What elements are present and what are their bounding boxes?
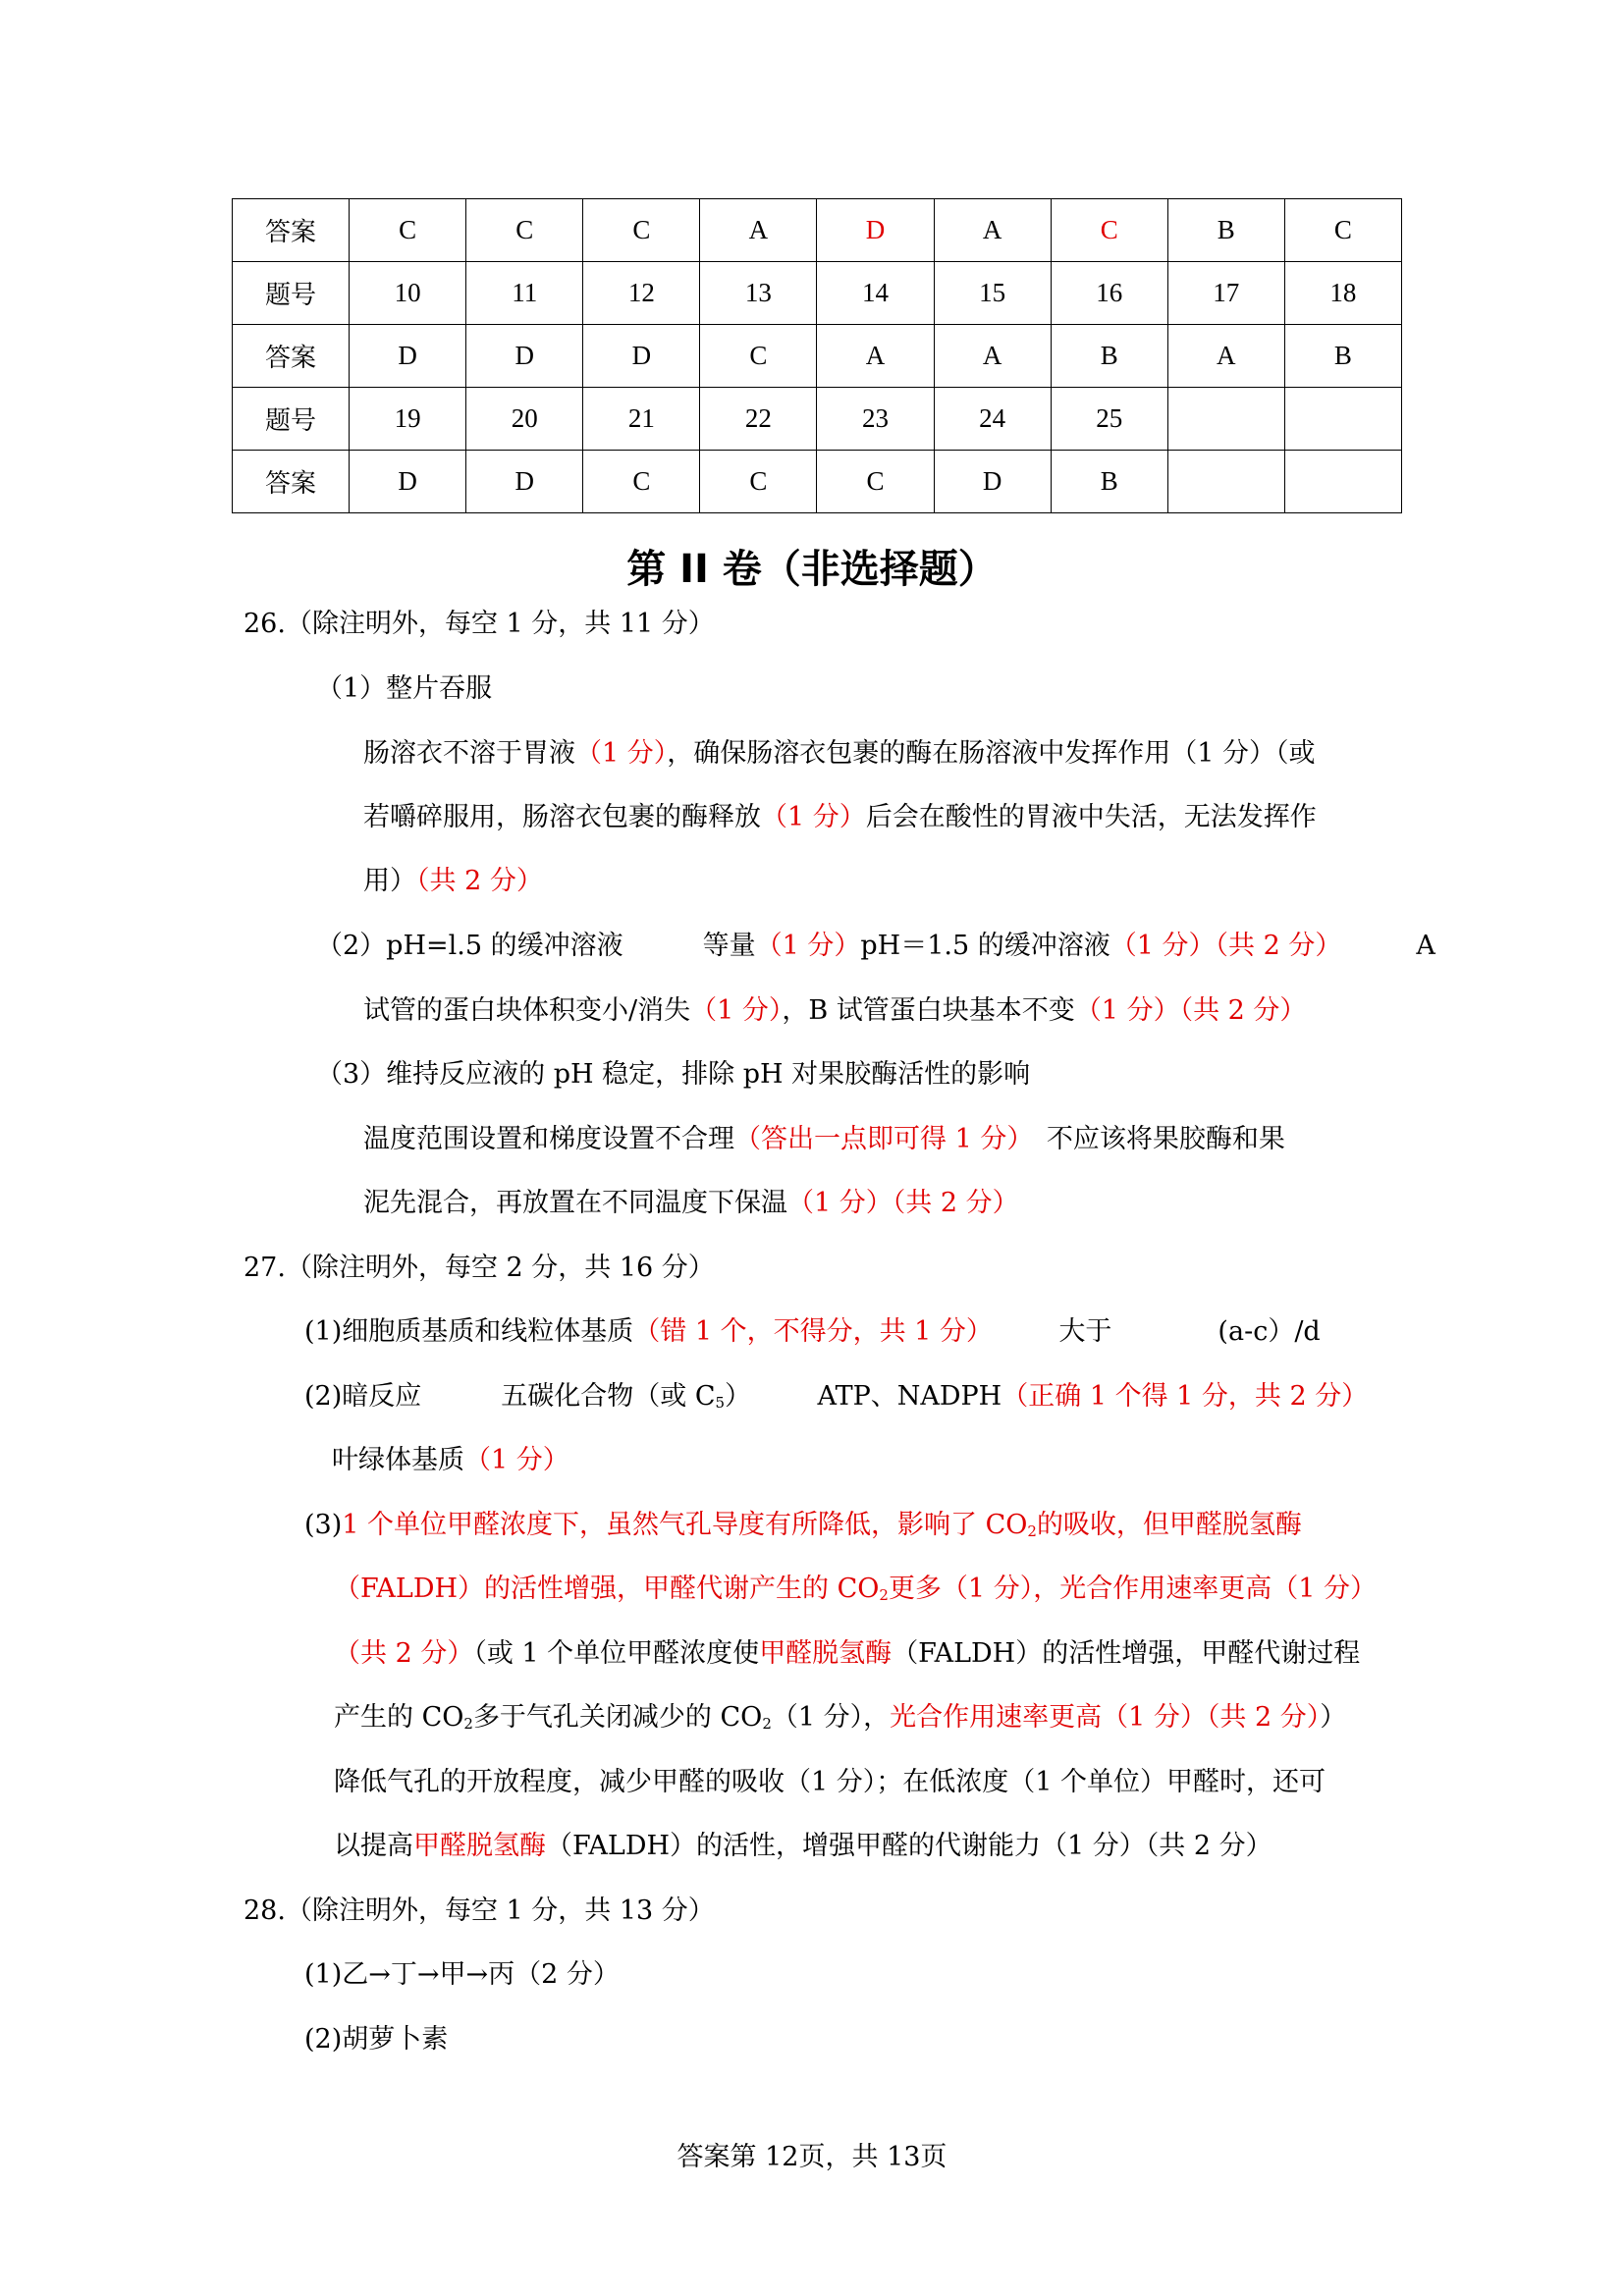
table-cell: C	[583, 199, 700, 262]
q26-3-line1	[316, 1055, 1030, 1095]
text-segment: （1 分），	[771, 1702, 891, 1733]
table-cell: C	[817, 451, 934, 513]
table-cell: B	[1167, 199, 1284, 262]
red-annotation: （正确 1 个得 1 分，共 2 分）	[1001, 1381, 1369, 1412]
text-segment: （FALDH）的活性增强，甲醛代谢过程	[892, 1638, 1361, 1669]
table-cell: C	[466, 199, 583, 262]
q28-1	[304, 1955, 620, 1995]
table-cell: C	[1051, 199, 1167, 262]
q26-1-line3	[363, 862, 543, 901]
table-cell: 23	[817, 388, 934, 451]
q27-3-line5	[334, 1763, 1326, 1802]
q26-header	[244, 605, 715, 644]
row-label: 答案	[233, 451, 350, 513]
text-segment: 不应该将果胶酶和果	[1019, 1124, 1285, 1154]
table-cell: 10	[350, 262, 466, 325]
table-cell: 17	[1167, 262, 1284, 325]
table-cell: D	[350, 451, 466, 513]
table-row	[233, 325, 1402, 388]
table-cell: A	[934, 199, 1051, 262]
table-cell: 14	[817, 262, 934, 325]
table-cell: B	[1051, 451, 1167, 513]
text-segment: 降低气孔的开放程度，减少甲醛的吸收（1 分）；在低浓度（1 个单位）甲醛时，还可	[334, 1767, 1326, 1797]
table-cell: A	[700, 199, 817, 262]
red-annotation: 甲醛脱氢酶	[413, 1831, 546, 1861]
text-segment: 用）	[363, 866, 416, 896]
table-cell: 15	[934, 262, 1051, 325]
table-cell: C	[1284, 199, 1401, 262]
text-segment: （或 1 个单位甲醛浓度使	[473, 1638, 760, 1669]
text-segment: A	[1327, 931, 1435, 961]
table-row	[233, 199, 1402, 262]
row-label: 答案	[233, 199, 350, 262]
subscript: 2	[879, 1586, 889, 1604]
q26-3-line2	[363, 1120, 1285, 1159]
table-cell: 25	[1051, 388, 1167, 451]
page-footer: 答案第 12页，共 13页	[677, 2142, 947, 2172]
table-cell: B	[1051, 325, 1167, 388]
red-annotation: （1 分）	[755, 931, 861, 961]
table-cell: A	[817, 325, 934, 388]
table-cell: C	[700, 325, 817, 388]
text-segment: 大于 (a-c）/d	[979, 1316, 1321, 1347]
text-segment: 以提高	[334, 1831, 413, 1861]
q27-3-line4	[334, 1698, 1346, 1743]
table-cell: B	[1284, 325, 1401, 388]
table-cell: 22	[700, 388, 817, 451]
text-segment: ）	[1320, 1702, 1347, 1733]
text-segment: ，B 试管蛋白块基本不变	[782, 995, 1075, 1026]
q26-1-line2	[363, 798, 1317, 837]
red-annotation: 1 个单位甲醛浓度下，虽然气孔导度有所降低，影响了 CO	[342, 1510, 1028, 1540]
subscript: 2	[1027, 1522, 1037, 1540]
text-segment: （1）整片吞服	[316, 673, 493, 704]
q27-header	[244, 1249, 715, 1288]
text-segment: 28.（除注明外，每空 1 分，共 13 分）	[244, 1896, 715, 1926]
row-label: 答案	[233, 325, 350, 388]
answer-table	[232, 198, 1402, 513]
q27-3-line1	[304, 1506, 1302, 1551]
q27-2-line2	[332, 1441, 569, 1480]
text-segment: 肠溶衣不溶于胃液	[363, 738, 575, 769]
q26-1-line1	[363, 734, 1316, 774]
q27-2-line1	[304, 1377, 1368, 1422]
text-segment: 27.（除注明外，每空 2 分，共 16 分）	[244, 1253, 715, 1283]
table-cell: 11	[466, 262, 583, 325]
text-segment: 叶绿体基质	[332, 1445, 464, 1475]
text-segment: 后会在酸性的胃液中失活，无法发挥作	[865, 802, 1317, 832]
text-segment: (2)暗反应 五碳化合物（或 C	[304, 1381, 716, 1412]
text-segment: （2）pH=l.5 的缓冲溶液 等量	[316, 931, 756, 961]
subscript: 5	[715, 1394, 726, 1412]
red-annotation: （1 分）（共 2 分）	[787, 1188, 1019, 1218]
table-cell: D	[817, 199, 934, 262]
table-cell: 24	[934, 388, 1051, 451]
red-annotation: 更多（1 分），光合作用速率更高（1 分）	[888, 1574, 1377, 1604]
row-label: 题号	[233, 262, 350, 325]
red-annotation: （错 1 个，不得分，共 1 分）	[633, 1316, 980, 1347]
text-segment: 多于气孔关闭减少的 CO	[472, 1702, 763, 1733]
table-cell: 13	[700, 262, 817, 325]
subscript: 2	[463, 1715, 473, 1733]
table-cell: 21	[583, 388, 700, 451]
table-cell: 16	[1051, 262, 1167, 325]
table-cell	[1167, 451, 1284, 513]
red-annotation: （共 2 分）	[416, 866, 543, 896]
table-cell: D	[466, 325, 583, 388]
text-segment: (2)胡萝卜素	[304, 2024, 449, 2055]
q26-1-answer	[316, 669, 492, 709]
table-cell: D	[583, 325, 700, 388]
text-segment: pH＝1.5 的缓冲溶液	[860, 931, 1110, 961]
q27-1	[304, 1312, 1321, 1352]
table-row	[233, 262, 1402, 325]
q27-3-line3	[334, 1634, 1360, 1674]
q26-2-line1	[316, 927, 1435, 966]
text-segment: 产生的 CO	[334, 1702, 464, 1733]
section-title: 第 II 卷（非选择题）	[626, 547, 998, 592]
text-segment: (1)乙→丁→甲→丙（2 分）	[304, 1959, 620, 1990]
table-cell: 18	[1284, 262, 1401, 325]
red-annotation: 的吸收，但甲醛脱氢酶	[1036, 1510, 1302, 1540]
row-label: 题号	[233, 388, 350, 451]
text-segment: (1)细胞质基质和线粒体基质	[304, 1316, 634, 1347]
red-annotation: （1 分）（共 2 分）	[1074, 995, 1307, 1026]
red-annotation: （答出一点即可得 1 分）	[734, 1124, 1020, 1154]
red-annotation: （FALDH）的活性增强，甲醛代谢产生的 CO	[334, 1574, 880, 1604]
q26-2-line2	[363, 991, 1306, 1031]
table-cell: C	[350, 199, 466, 262]
text-segment: ，确保肠溶衣包裹的酶在肠溶液中发挥作用（1 分）（或	[667, 738, 1316, 769]
q27-3-line2	[334, 1570, 1377, 1615]
table-cell: D	[934, 451, 1051, 513]
text-segment: 试管的蛋白块体积变小/消失	[363, 995, 691, 1026]
table-row	[233, 451, 1402, 513]
table-cell: D	[350, 325, 466, 388]
q28-header	[244, 1892, 715, 1931]
text-segment: （3）维持反应液的 pH 稳定，排除 pH 对果胶酶活性的影响	[316, 1059, 1031, 1090]
table-row	[233, 388, 1402, 451]
red-annotation: 甲醛脱氢酶	[759, 1638, 893, 1669]
red-annotation: （共 2 分）	[334, 1638, 474, 1669]
red-annotation: （1 分）（共 2 分）	[1110, 931, 1328, 961]
text-segment: 温度范围设置和梯度设置不合理	[363, 1124, 734, 1154]
q26-3-line3	[363, 1184, 1019, 1223]
table-cell: 20	[466, 388, 583, 451]
text-segment: 26.（除注明外，每空 1 分，共 11 分）	[244, 609, 715, 639]
q27-3-line6	[334, 1827, 1272, 1866]
subscript: 2	[762, 1715, 772, 1733]
table-cell: D	[466, 451, 583, 513]
text-segment: (3)	[304, 1510, 343, 1540]
table-cell: A	[934, 325, 1051, 388]
table-cell	[1167, 388, 1284, 451]
text-segment: ） ATP、NADPH	[725, 1381, 1002, 1412]
text-segment: 泥先混合，再放置在不同温度下保温	[363, 1188, 787, 1218]
red-annotation: （1 分）	[575, 738, 668, 769]
table-cell: C	[700, 451, 817, 513]
table-cell	[1284, 451, 1401, 513]
red-annotation: （1 分）	[464, 1445, 569, 1475]
red-annotation: 光合作用速率更高（1 分）（共 2 分）	[890, 1702, 1321, 1733]
text-segment: （FALDH）的活性，增强甲醛的代谢能力（1 分）（共 2 分）	[546, 1831, 1272, 1861]
red-annotation: （1 分）	[761, 802, 866, 832]
text-segment: 若嚼碎服用，肠溶衣包裹的酶释放	[363, 802, 761, 832]
red-annotation: （1 分）	[690, 995, 783, 1026]
table-cell	[1284, 388, 1401, 451]
table-cell: 19	[350, 388, 466, 451]
table-cell: 12	[583, 262, 700, 325]
table-cell: A	[1167, 325, 1284, 388]
table-cell: C	[583, 451, 700, 513]
q28-2	[304, 2020, 448, 2059]
